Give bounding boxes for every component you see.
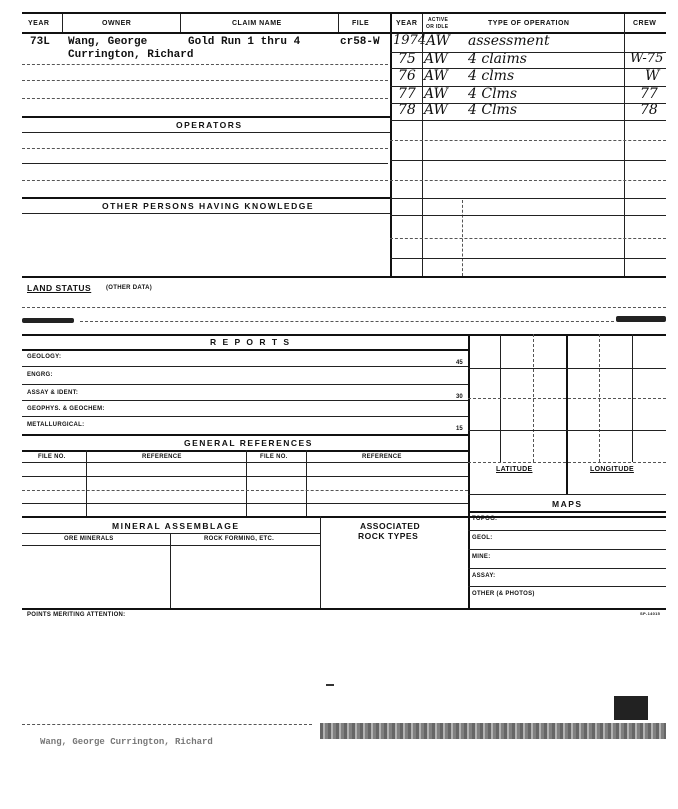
op-2-type: 4 claims — [468, 51, 527, 67]
ref-line-2 — [22, 490, 468, 491]
associated-label-2: ROCK TYPES — [358, 531, 419, 541]
scan-noise-band — [320, 723, 666, 739]
land-status-line — [22, 307, 666, 308]
col-crew-header: CREW — [633, 20, 657, 27]
op-3-crew: W — [645, 68, 660, 84]
op-3-status: AW — [424, 68, 448, 84]
ore-minerals-label: ORE MINERALS — [64, 536, 114, 542]
mineral-header-line — [22, 533, 320, 534]
col-active-header-1: ACTIVE — [428, 17, 449, 23]
hdr-sep-1 — [62, 14, 63, 32]
grid-h-1 — [468, 368, 666, 369]
col-active-header-2: OR IDLE — [426, 24, 449, 30]
grid-v-3 — [566, 334, 568, 494]
ops-line-6 — [390, 140, 666, 141]
col-claim-name-header: CLAIM NAME — [232, 20, 282, 27]
ops-line-5 — [390, 120, 666, 121]
ops-line-12 — [390, 258, 666, 259]
record-owner-1: Wang, George — [68, 36, 148, 48]
reports-line-3 — [22, 400, 468, 401]
scan-mark-right — [616, 316, 666, 322]
reports-right-divider — [468, 334, 470, 608]
lower-block-bottom — [22, 608, 666, 610]
ref-line-1 — [22, 476, 468, 477]
hdr-sep-3 — [338, 14, 339, 32]
ops-line-10 — [390, 215, 666, 216]
latitude-label: LATITUDE — [496, 466, 533, 473]
maps-topog: TOPOG: — [472, 516, 498, 522]
operators-line-0 — [22, 132, 390, 133]
col-year-header: YEAR — [28, 20, 50, 27]
operators-label: OPERATORS — [176, 120, 243, 130]
maps-top-line — [468, 494, 666, 495]
main-vertical-divider — [390, 14, 392, 276]
op-2-crew: W-75 — [630, 51, 664, 66]
op-5-year: 78 — [398, 102, 416, 118]
scan-block-mark — [614, 696, 648, 720]
op-5-status: AW — [424, 102, 448, 118]
ops-line-2 — [390, 68, 666, 69]
operators-line-3 — [22, 180, 388, 181]
op-1-year: 1974 — [393, 33, 427, 48]
operators-bottom — [22, 197, 390, 199]
upper-block-bottom — [22, 276, 666, 278]
bottom-faint-typed: Wang, George Currington, Richard — [40, 737, 213, 747]
grid-h-3 — [468, 430, 666, 431]
col-year2-header: YEAR — [396, 20, 418, 27]
operators-line-1 — [22, 148, 388, 149]
ref-line-0 — [22, 462, 468, 463]
reports-top — [22, 334, 666, 336]
reports-header-bottom — [22, 349, 468, 351]
other-persons-line-0 — [22, 213, 390, 214]
header-bottom-border — [22, 32, 666, 34]
record-claim-name: Gold Run 1 thru 4 — [188, 36, 301, 48]
op-4-type: 4 Clms — [468, 86, 518, 102]
bottom-dash-line — [22, 724, 312, 725]
gen-ref-header-line — [22, 450, 468, 452]
grid-h-2 — [468, 398, 666, 399]
record-owner-2: Currington, Richard — [68, 49, 194, 61]
ref-col-reference-1: REFERENCE — [142, 454, 182, 460]
form-number: SP-14015 — [640, 611, 661, 616]
maps-line-1 — [468, 530, 666, 531]
general-references-label: GENERAL REFERENCES — [184, 438, 313, 448]
maps-mine: MINE: — [472, 554, 491, 560]
ref-v-3 — [306, 450, 307, 516]
reports-bottom — [22, 434, 468, 436]
operators-line-2 — [22, 163, 388, 164]
ref-col-reference-2: REFERENCE — [362, 454, 402, 460]
op-1-type: assessment — [468, 33, 550, 49]
ops-line-3 — [390, 86, 666, 87]
reports-num-15: 15 — [456, 426, 463, 432]
record-file: cr58-W — [340, 36, 380, 48]
reports-num-45: 45 — [456, 360, 463, 366]
maps-assay: ASSAY: — [472, 573, 496, 579]
active-col-divider — [422, 14, 423, 276]
mineral-divider — [320, 516, 321, 608]
land-status-line-2 — [80, 321, 614, 322]
owner-line-2 — [22, 80, 388, 81]
points-meriting-label: POINTS MERITING ATTENTION: — [27, 612, 126, 618]
scan-speck — [326, 684, 334, 686]
op-4-year: 77 — [398, 86, 416, 102]
owner-line-3 — [22, 98, 388, 99]
op-1-status: AW — [426, 33, 450, 49]
op-3-type: 4 clms — [468, 68, 515, 84]
col-file-header: FILE — [352, 20, 370, 27]
mineral-sub-divider — [170, 533, 171, 608]
land-status-label: LAND STATUS — [27, 283, 92, 293]
rock-forming-label: ROCK FORMING, ETC. — [204, 536, 275, 542]
op-5-type: 4 Clms — [468, 102, 518, 118]
owner-line-1 — [22, 64, 388, 65]
reports-engrg: ENGRG: — [27, 372, 53, 378]
mineral-subheader-line — [22, 545, 320, 546]
op-5-crew: 78 — [640, 102, 658, 118]
grid-h-4 — [468, 462, 666, 463]
mineral-assemblage-label: MINERAL ASSEMBLAGE — [112, 521, 240, 531]
associated-label-1: ASSOCIATED — [360, 521, 421, 531]
crew-col-divider — [624, 14, 625, 276]
ops-line-11 — [390, 238, 666, 239]
land-status-sub: (OTHER DATA) — [106, 285, 153, 291]
record-year: 73L — [30, 36, 50, 48]
gen-ref-bottom — [22, 516, 666, 518]
reports-line-2 — [22, 384, 468, 385]
maps-geol: GEOL: — [472, 535, 493, 541]
ref-line-3 — [22, 503, 468, 504]
longitude-label: LONGITUDE — [590, 466, 634, 473]
ops-line-4 — [390, 103, 666, 104]
ops-line-9 — [390, 198, 666, 199]
ref-col-file-no-2: FILE NO. — [260, 454, 288, 460]
scan-mark-left — [22, 318, 74, 323]
owner-section-bottom — [22, 116, 390, 118]
reports-geology: GEOLOGY: — [27, 354, 62, 360]
top-border — [22, 12, 666, 14]
maps-other: OTHER (& PHOTOS) — [472, 591, 535, 597]
col-owner-header: OWNER — [102, 20, 132, 27]
reports-num-30: 30 — [456, 394, 463, 400]
ops-line-8 — [390, 180, 666, 181]
hdr-sep-2 — [180, 14, 181, 32]
ref-col-file-no-1: FILE NO. — [38, 454, 66, 460]
col-type-operation-header: TYPE OF OPERATION — [488, 20, 570, 27]
maps-header-line — [468, 511, 666, 513]
op-2-status: AW — [424, 51, 448, 67]
reports-geophys: GEOPHYS. & GEOCHEM: — [27, 406, 105, 412]
op-2-year: 75 — [398, 51, 416, 67]
reports-assay: ASSAY & IDENT: — [27, 390, 79, 396]
maps-line-4 — [468, 586, 666, 587]
ops-line-1 — [390, 52, 666, 53]
ops-line-7 — [390, 160, 666, 161]
reports-label: R E P O R T S — [210, 337, 292, 347]
op-3-year: 76 — [398, 68, 416, 84]
op-4-crew: 77 — [640, 86, 658, 102]
ref-v-1 — [86, 450, 87, 516]
reports-metallurgical: METALLURGICAL: — [27, 422, 85, 428]
maps-label: MAPS — [552, 499, 583, 509]
maps-line-3 — [468, 568, 666, 569]
maps-line-2 — [468, 549, 666, 550]
op-4-status: AW — [424, 86, 448, 102]
ref-v-2 — [246, 450, 247, 516]
reports-line-4 — [22, 416, 468, 417]
other-persons-label: OTHER PERSONS HAVING KNOWLEDGE — [102, 201, 315, 211]
reports-line-1 — [22, 366, 468, 367]
